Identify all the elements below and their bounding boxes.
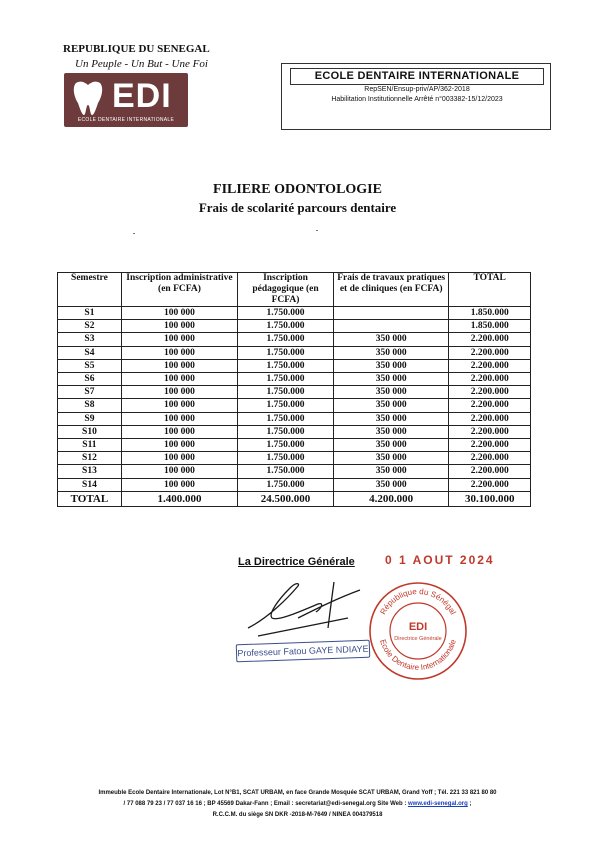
table-row — [58, 399, 531, 412]
website-link[interactable]: www.edi-senegal.org — [407, 801, 468, 807]
table-cell: 100 000 — [121, 452, 237, 465]
table-cell: 2.200.000 — [449, 333, 531, 346]
table-cell: 1.750.000 — [238, 412, 334, 425]
footer-contact-end: ; — [467, 801, 472, 807]
table-row — [58, 320, 531, 333]
table-cell: S11 — [58, 439, 122, 452]
table-cell: 1.750.000 — [238, 425, 334, 438]
school-reference: RepSEN/Ensup-priv/AP/362-2018 — [364, 86, 470, 93]
page-title: FILIERE ODONTOLOGIE — [213, 182, 382, 197]
table-cell: S4 — [58, 346, 122, 359]
table-cell: 1.750.000 — [238, 386, 334, 399]
table-cell — [333, 320, 448, 333]
tooth-icon — [68, 77, 108, 117]
table-cell: 2.200.000 — [449, 478, 531, 491]
table-cell: S7 — [58, 386, 122, 399]
fees-table — [57, 272, 531, 507]
date-stamp: 0 1 AOUT 2024 — [385, 553, 495, 567]
table-row — [58, 425, 531, 438]
footer-contact-text: / 77 088 79 23 / 77 037 16 16 ; BP 45569 Dakar-Fann ; Email : secretariat@edi-senegal.org Site Web : — [123, 801, 408, 807]
total-cell: TOTAL — [58, 491, 122, 506]
edi-logo — [64, 73, 188, 127]
table-row — [58, 333, 531, 346]
table-row — [58, 452, 531, 465]
table-cell: 1.750.000 — [238, 359, 334, 372]
table-cell: 100 000 — [121, 465, 237, 478]
seal-center-text: EDI — [408, 621, 428, 633]
total-cell: 1.400.000 — [121, 491, 237, 506]
table-cell: S10 — [58, 425, 122, 438]
table-row — [58, 307, 531, 320]
table-cell: 350 000 — [333, 439, 448, 452]
total-row — [58, 491, 531, 506]
table-body — [58, 307, 531, 507]
scan-speck — [316, 230, 318, 231]
table-cell: 2.200.000 — [449, 452, 531, 465]
table-row — [58, 439, 531, 452]
table-cell: 100 000 — [121, 359, 237, 372]
school-habilitation: Habilitation Institutionnelle Arrêté n°003382-15/12/2023 — [331, 96, 503, 103]
table-cell: 100 000 — [121, 307, 237, 320]
table-cell: 350 000 — [333, 465, 448, 478]
table-row — [58, 412, 531, 425]
table-cell: 350 000 — [333, 359, 448, 372]
table-cell: S14 — [58, 478, 122, 491]
table-cell: 350 000 — [333, 399, 448, 412]
table-cell: 350 000 — [333, 478, 448, 491]
footer-registration: R.C.C.M. du siège SN DKR -2018-M-7649 / NINEA 004379518 — [212, 812, 383, 818]
table-cell: 1.750.000 — [238, 346, 334, 359]
table-cell: 100 000 — [121, 373, 237, 386]
svg-text:Ecole Dentaire Internationale — [378, 638, 458, 672]
scan-speck — [133, 233, 135, 234]
table-cell: 100 000 — [121, 346, 237, 359]
table-cell: S2 — [58, 320, 122, 333]
table-cell: 100 000 — [121, 478, 237, 491]
column-header: Inscription administrative (en FCFA) — [121, 273, 237, 307]
table-cell: 2.200.000 — [449, 399, 531, 412]
seal-top-text: République du Sénégal — [378, 586, 458, 617]
table-cell: S8 — [58, 399, 122, 412]
table-cell: S6 — [58, 373, 122, 386]
table-cell: 2.200.000 — [449, 439, 531, 452]
table-cell: 2.200.000 — [449, 386, 531, 399]
school-info-box — [281, 63, 551, 130]
table-cell: 1.750.000 — [238, 333, 334, 346]
logo-wordmark: EDI — [112, 77, 172, 115]
column-header: Inscription pédagogique (en FCFA) — [238, 273, 334, 307]
table-row — [58, 346, 531, 359]
table-cell: S3 — [58, 333, 122, 346]
school-name: ECOLE DENTAIRE INTERNATIONALE — [314, 70, 520, 82]
table-cell: 1.750.000 — [238, 439, 334, 452]
table-cell: 1.750.000 — [238, 399, 334, 412]
table-row — [58, 373, 531, 386]
table-row — [58, 386, 531, 399]
official-seal — [367, 580, 469, 682]
total-cell: 4.200.000 — [333, 491, 448, 506]
table-cell: 350 000 — [333, 412, 448, 425]
table-cell: 100 000 — [121, 333, 237, 346]
table-cell: 1.850.000 — [449, 307, 531, 320]
table-cell: 100 000 — [121, 386, 237, 399]
table-cell: S1 — [58, 307, 122, 320]
country-name: REPUBLIQUE DU SENEGAL — [63, 43, 210, 55]
table-cell: 100 000 — [121, 425, 237, 438]
total-cell: 30.100.000 — [449, 491, 531, 506]
page-subtitle: Frais de scolarité parcours dentaire — [198, 200, 397, 215]
table-cell: 2.200.000 — [449, 425, 531, 438]
table-header-row — [58, 273, 531, 307]
table-cell: 1.750.000 — [238, 465, 334, 478]
table-cell: 350 000 — [333, 386, 448, 399]
name-stamp: Professeur Fatou GAYE NDIAYE — [236, 640, 371, 663]
table-cell: 2.200.000 — [449, 373, 531, 386]
table-cell: 100 000 — [121, 412, 237, 425]
total-cell: 24.500.000 — [238, 491, 334, 506]
table-cell: 1.750.000 — [238, 320, 334, 333]
handwritten-signature — [238, 578, 368, 640]
logo-subtitle: ECOLE DENTAIRE INTERNATIONALE — [77, 117, 175, 123]
table-row — [58, 465, 531, 478]
footer-address: Immeuble Ecole Dentaire Internationale, Lot N°B1, SCAT URBAM, en face Grande Mosquée SCAT URBAM, Grand Yoff ; Tél. 221 33 821 80 80 — [98, 790, 497, 796]
table-cell: 2.200.000 — [449, 346, 531, 359]
footer-contact — [0, 801, 595, 807]
seal-bottom-text: Ecole Dentaire Internationale — [378, 638, 458, 673]
table-cell: 1.750.000 — [238, 478, 334, 491]
table-cell: 1.750.000 — [238, 307, 334, 320]
column-header: TOTAL — [449, 273, 531, 307]
table-cell: 100 000 — [121, 439, 237, 452]
table-row — [58, 359, 531, 372]
table-cell: 100 000 — [121, 399, 237, 412]
table-cell: 350 000 — [333, 346, 448, 359]
table-cell: S5 — [58, 359, 122, 372]
table-cell — [333, 307, 448, 320]
table-cell: 350 000 — [333, 425, 448, 438]
table-cell: 1.750.000 — [238, 452, 334, 465]
column-header: Semestre — [58, 273, 122, 307]
table-cell: 2.200.000 — [449, 412, 531, 425]
table-cell: S12 — [58, 452, 122, 465]
table-cell: 1.750.000 — [238, 373, 334, 386]
table-cell: 1.850.000 — [449, 320, 531, 333]
seal-role-text: Directrice Générale — [394, 636, 442, 642]
table-cell: 100 000 — [121, 320, 237, 333]
table-cell: S13 — [58, 465, 122, 478]
table-cell: 2.200.000 — [449, 465, 531, 478]
table-cell: 350 000 — [333, 373, 448, 386]
table-row — [58, 478, 531, 491]
director-title: La Directrice Générale — [238, 556, 355, 568]
table-cell: 2.200.000 — [449, 359, 531, 372]
table-cell: 350 000 — [333, 452, 448, 465]
column-header: Frais de travaux pratiques et de cliniques (en FCFA) — [333, 273, 448, 307]
table-cell: 350 000 — [333, 333, 448, 346]
table-cell: S9 — [58, 412, 122, 425]
national-motto: Un Peuple - Un But - Une Foi — [75, 58, 208, 70]
